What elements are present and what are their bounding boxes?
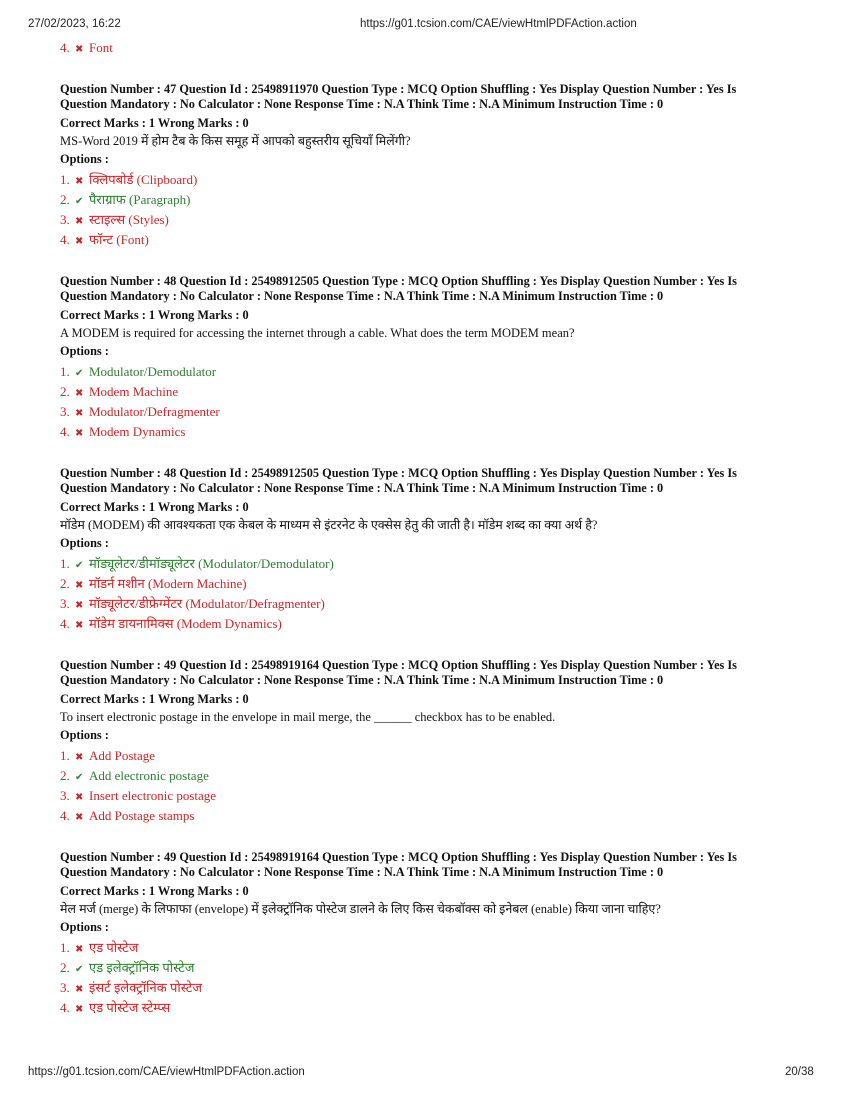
question-meta xyxy=(60,850,795,880)
option-text: मॉडर्न मशीन (Modern Machine) xyxy=(89,576,247,591)
question-meta-line: Question Number : 49 Question Id : 25498919164 Question Type : MCQ Option Shuffling : Yes Display Question Number : Yes Is xyxy=(60,850,737,864)
option-number: 4. xyxy=(60,616,70,631)
question-text: मॉडेम (MODEM) की आवश्यकता एक केबल के माध्यम से इंटरनेट के एक्सेस हेतु की जाती है। मॉडेम शब्द का क्या अर्थ है? xyxy=(60,518,598,532)
question-block xyxy=(60,466,795,634)
cross-icon: ✖ xyxy=(75,216,84,227)
option-number: 3. xyxy=(60,404,70,419)
option-row xyxy=(60,958,795,978)
option-number: 1. xyxy=(60,748,70,763)
question-marks: Correct Marks : 1 Wrong Marks : 0 xyxy=(60,692,249,706)
option-number: 4. xyxy=(60,424,70,439)
option-number: 2. xyxy=(60,576,70,591)
option-text: फॉन्ट (Font) xyxy=(89,232,149,247)
cross-icon: ✖ xyxy=(75,388,84,399)
question-meta xyxy=(60,466,795,496)
option-number: 1. xyxy=(60,172,70,187)
option-text: Modem Dynamics xyxy=(89,424,186,439)
cross-icon: ✖ xyxy=(75,428,84,439)
check-icon: ✔ xyxy=(75,196,84,207)
cross-icon: ✖ xyxy=(75,984,84,995)
question-block xyxy=(60,82,795,250)
question-meta xyxy=(60,274,795,304)
cross-icon: ✖ xyxy=(75,812,84,823)
option-text: Insert electronic postage xyxy=(89,788,217,803)
print-footer-url: https://g01.tcsion.com/CAE/viewHtmlPDFAction.action xyxy=(28,1066,305,1078)
option-row xyxy=(60,210,795,230)
cross-icon: ✖ xyxy=(75,620,84,631)
question-meta-line: Question Mandatory : No Calculator : None Response Time : N.A Think Time : N.A Minimum Instruction Time : 0 xyxy=(60,673,664,687)
cross-icon: ✖ xyxy=(75,792,84,803)
option-text: पैराग्राफ (Paragraph) xyxy=(89,192,191,207)
question-meta-line: Question Mandatory : No Calculator : None Response Time : N.A Think Time : N.A Minimum Instruction Time : 0 xyxy=(60,865,664,879)
cross-icon: ✖ xyxy=(75,44,84,55)
option-row xyxy=(60,230,795,250)
options-label: Options : xyxy=(60,344,109,358)
option-number: 2. xyxy=(60,384,70,399)
question-marks: Correct Marks : 1 Wrong Marks : 0 xyxy=(60,116,249,130)
option-text: Modulator/Defragmenter xyxy=(89,404,220,419)
option-row xyxy=(60,614,795,634)
question-meta xyxy=(60,658,795,688)
option-row xyxy=(60,806,795,826)
option-text: एड इलेक्ट्रॉनिक पोस्टेज xyxy=(89,960,195,975)
option-number: 3. xyxy=(60,980,70,995)
option-row xyxy=(60,422,795,442)
option-row xyxy=(60,554,795,574)
carryover-option xyxy=(60,38,795,58)
option-number: 1. xyxy=(60,556,70,571)
question-text: MS-Word 2019 में होम टैब के किस समूह में आपको बहुस्तरीय सूचियाँ मिलेंगी? xyxy=(60,134,411,148)
option-number: 1. xyxy=(60,364,70,379)
option-row xyxy=(60,574,795,594)
option-number: 2. xyxy=(60,192,70,207)
option-text: Add Postage stamps xyxy=(89,808,195,823)
option-text: क्लिपबोर्ड (Clipboard) xyxy=(89,172,198,187)
option-row xyxy=(60,746,795,766)
options-label: Options : xyxy=(60,536,109,550)
option-number: 3. xyxy=(60,596,70,611)
option-text: Font xyxy=(89,40,113,55)
option-number: 1. xyxy=(60,940,70,955)
option-text: स्टाइल्स (Styles) xyxy=(89,212,169,227)
option-number: 2. xyxy=(60,768,70,783)
option-row xyxy=(60,362,795,382)
option-row xyxy=(60,170,795,190)
option-row xyxy=(60,786,795,806)
cross-icon: ✖ xyxy=(75,752,84,763)
option-number: 4. xyxy=(60,808,70,823)
option-text: मॉडेम डायनामिक्स (Modem Dynamics) xyxy=(89,616,282,631)
option-row xyxy=(60,382,795,402)
cross-icon: ✖ xyxy=(75,176,84,187)
question-meta xyxy=(60,82,795,112)
check-icon: ✔ xyxy=(75,368,84,379)
question-block xyxy=(60,274,795,442)
question-list xyxy=(60,82,795,1018)
question-text: A MODEM is required for accessing the internet through a cable. What does the term MODEM mean? xyxy=(60,326,575,340)
question-meta-line: Question Number : 47 Question Id : 25498911970 Question Type : MCQ Option Shuffling : Yes Display Question Number : Yes Is xyxy=(60,82,737,96)
option-text: मॉड्यूलेटर/डीमॉड्यूलेटर (Modulator/Demodulator) xyxy=(89,556,334,571)
print-header-url: https://g01.tcsion.com/CAE/viewHtmlPDFAction.action xyxy=(360,18,637,30)
question-block xyxy=(60,850,795,1018)
option-text: एड पोस्टेज स्टेम्प्स xyxy=(89,1000,171,1015)
option-row xyxy=(60,978,795,998)
option-row xyxy=(60,766,795,786)
question-marks: Correct Marks : 1 Wrong Marks : 0 xyxy=(60,884,249,898)
option-text: मॉड्यूलेटर/डीफ्रेग्मेंटर (Modulator/Defragmenter) xyxy=(89,596,325,611)
print-datetime: 27/02/2023, 16:22 xyxy=(28,18,121,30)
question-text: मेल मर्ज (merge) के लिफाफा (envelope) में इलेक्ट्रॉनिक पोस्टेज डालने के लिए किस चेकबॉक्स को इनेबल (enable) किया जाना चाहिए? xyxy=(60,902,661,916)
options-label: Options : xyxy=(60,920,109,934)
cross-icon: ✖ xyxy=(75,600,84,611)
option-text: Modulator/Demodulator xyxy=(89,364,217,379)
option-row xyxy=(60,594,795,614)
option-text: इंसर्ट इलेक्ट्रॉनिक पोस्टेज xyxy=(89,980,202,995)
cross-icon: ✖ xyxy=(75,408,84,419)
cross-icon: ✖ xyxy=(75,1004,84,1015)
question-meta-line: Question Mandatory : No Calculator : None Response Time : N.A Think Time : N.A Minimum Instruction Time : 0 xyxy=(60,97,664,111)
option-number: 2. xyxy=(60,960,70,975)
question-text: To insert electronic postage in the envelope in mail merge, the ______ checkbox has to be enabled. xyxy=(60,710,556,724)
question-marks: Correct Marks : 1 Wrong Marks : 0 xyxy=(60,308,249,322)
page-number: 20/38 xyxy=(785,1066,814,1078)
option-text: Modem Machine xyxy=(89,384,179,399)
option-number: 4. xyxy=(60,232,70,247)
question-meta-line: Question Mandatory : No Calculator : None Response Time : N.A Think Time : N.A Minimum Instruction Time : 0 xyxy=(60,289,664,303)
question-block xyxy=(60,658,795,826)
option-text: Add Postage xyxy=(89,748,156,763)
question-meta-line: Question Number : 49 Question Id : 25498919164 Question Type : MCQ Option Shuffling : Yes Display Question Number : Yes Is xyxy=(60,658,737,672)
option-row xyxy=(60,190,795,210)
option-number: 4. xyxy=(60,40,70,55)
check-icon: ✔ xyxy=(75,772,84,783)
options-label: Options : xyxy=(60,728,109,742)
cross-icon: ✖ xyxy=(75,236,84,247)
option-number: 4. xyxy=(60,1000,70,1015)
document-body xyxy=(60,38,795,1018)
option-number: 3. xyxy=(60,788,70,803)
cross-icon: ✖ xyxy=(75,580,84,591)
option-text: Add electronic postage xyxy=(89,768,209,783)
option-row xyxy=(60,998,795,1018)
question-marks: Correct Marks : 1 Wrong Marks : 0 xyxy=(60,500,249,514)
question-meta-line: Question Mandatory : No Calculator : None Response Time : N.A Think Time : N.A Minimum Instruction Time : 0 xyxy=(60,481,664,495)
check-icon: ✔ xyxy=(75,964,84,975)
question-meta-line: Question Number : 48 Question Id : 25498912505 Question Type : MCQ Option Shuffling : Yes Display Question Number : Yes Is xyxy=(60,466,737,480)
option-row xyxy=(60,938,795,958)
cross-icon: ✖ xyxy=(75,944,84,955)
option-text: एड पोस्टेज xyxy=(89,940,139,955)
question-meta-line: Question Number : 48 Question Id : 25498912505 Question Type : MCQ Option Shuffling : Yes Display Question Number : Yes Is xyxy=(60,274,737,288)
option-row xyxy=(60,402,795,422)
option-number: 3. xyxy=(60,212,70,227)
check-icon: ✔ xyxy=(75,560,84,571)
options-label: Options : xyxy=(60,152,109,166)
